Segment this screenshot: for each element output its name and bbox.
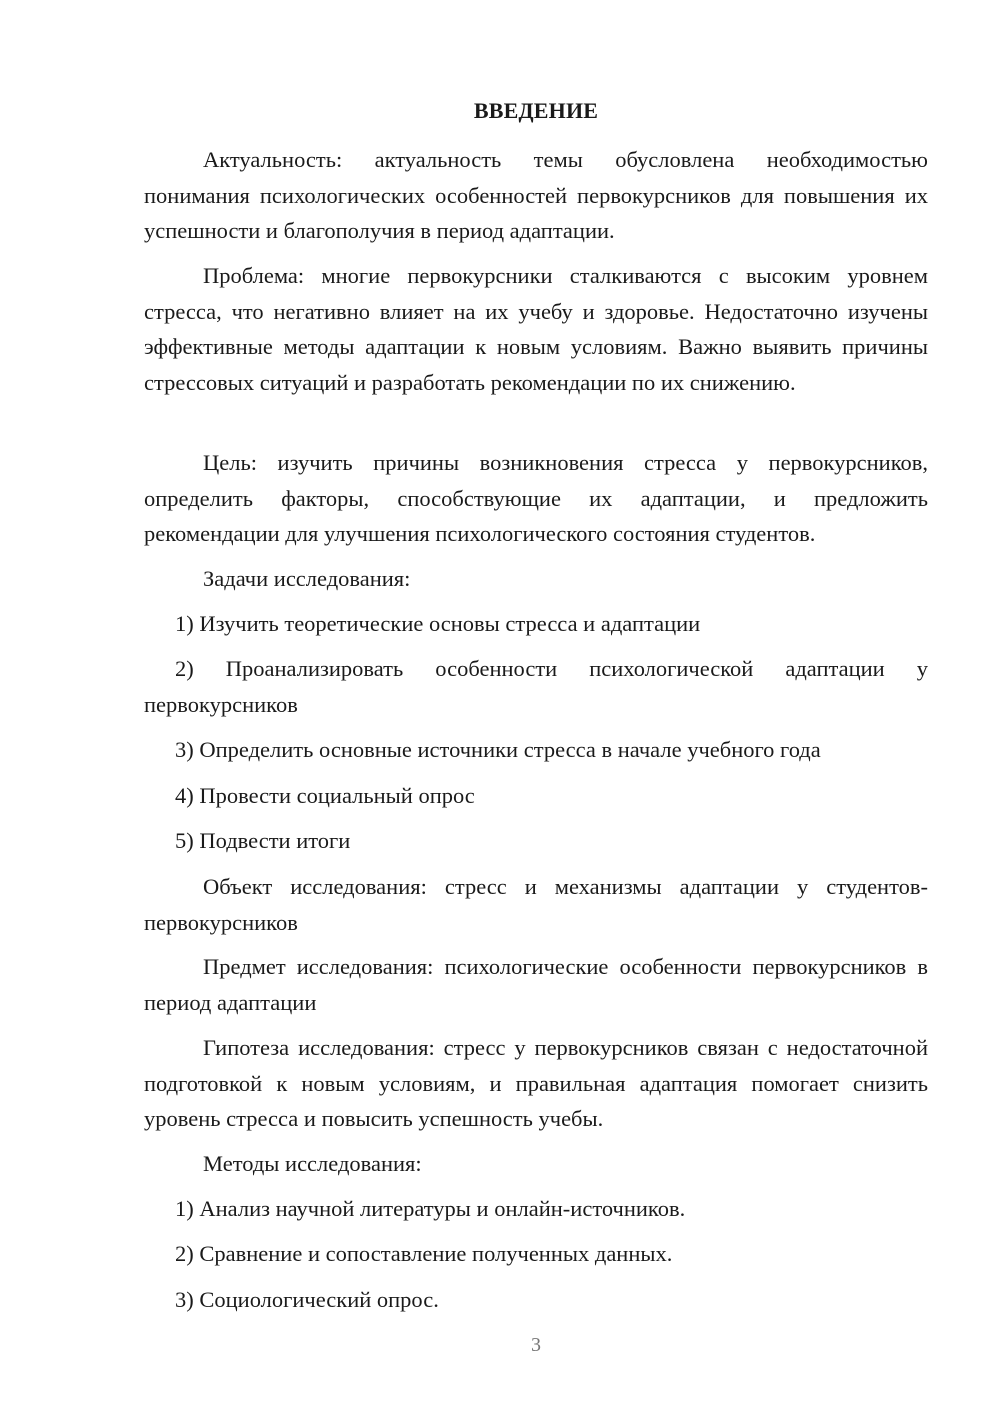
paragraph-goal: Цель: изучить причины возникновения стресса у первокурсников, определить факторы, способствующие их адаптации, и предложить рекомендации для улучшения психологического состояния студентов. — [144, 450, 928, 546]
list-item-method-2: 2) Сравнение и сопоставление полученных данных. — [175, 1241, 673, 1266]
page-number: 3 — [531, 1334, 541, 1356]
paragraph-tasks-heading: Задачи исследования: — [203, 566, 411, 591]
list-item-task-5: 5) Подвести итоги — [175, 828, 351, 853]
paragraph-object: Объект исследования: стресс и механизмы адаптации у студентов-первокурсников — [144, 874, 928, 935]
paragraph-problem: Проблема: многие первокурсники сталкиваются с высоким уровнем стресса, что негативно влияет на их учебу и здоровье. Недостаточно изучены эффективные методы адаптации к новым условиям. Важно выявить причины стрессовых ситуаций и разработать рекомендации по их снижению. — [144, 263, 928, 395]
list-item-task-4: 4) Провести социальный опрос — [175, 783, 475, 808]
paragraph-methods-heading: Методы исследования: — [203, 1151, 422, 1176]
list-item-task-3: 3) Определить основные источники стресса в начале учебного года — [175, 737, 821, 762]
list-item-task-2: 2) Проанализировать особенности психологической адаптации у первокурсников — [144, 656, 928, 717]
list-item-method-3: 3) Социологический опрос. — [175, 1287, 439, 1312]
list-item-task-1: 1) Изучить теоретические основы стресса и адаптации — [175, 611, 701, 636]
page-title: ВВЕДЕНИЕ — [473, 98, 599, 123]
list-item-method-1: 1) Анализ научной литературы и онлайн-источников. — [175, 1196, 686, 1221]
paragraph-subject: Предмет исследования: психологические особенности первокурсников в период адаптации — [144, 954, 928, 1015]
paragraph-relevance: Актуальность: актуальность темы обусловлена необходимостью понимания психологических особенностей первокурсников для повышения их успешности и благополучия в период адаптации. — [144, 147, 928, 243]
paragraph-hypothesis: Гипотеза исследования: стресс у первокурсников связан с недостаточной подготовкой к новым условиям, и правильная адаптация помогает снизить уровень стресса и повысить успешность учебы. — [144, 1035, 928, 1131]
